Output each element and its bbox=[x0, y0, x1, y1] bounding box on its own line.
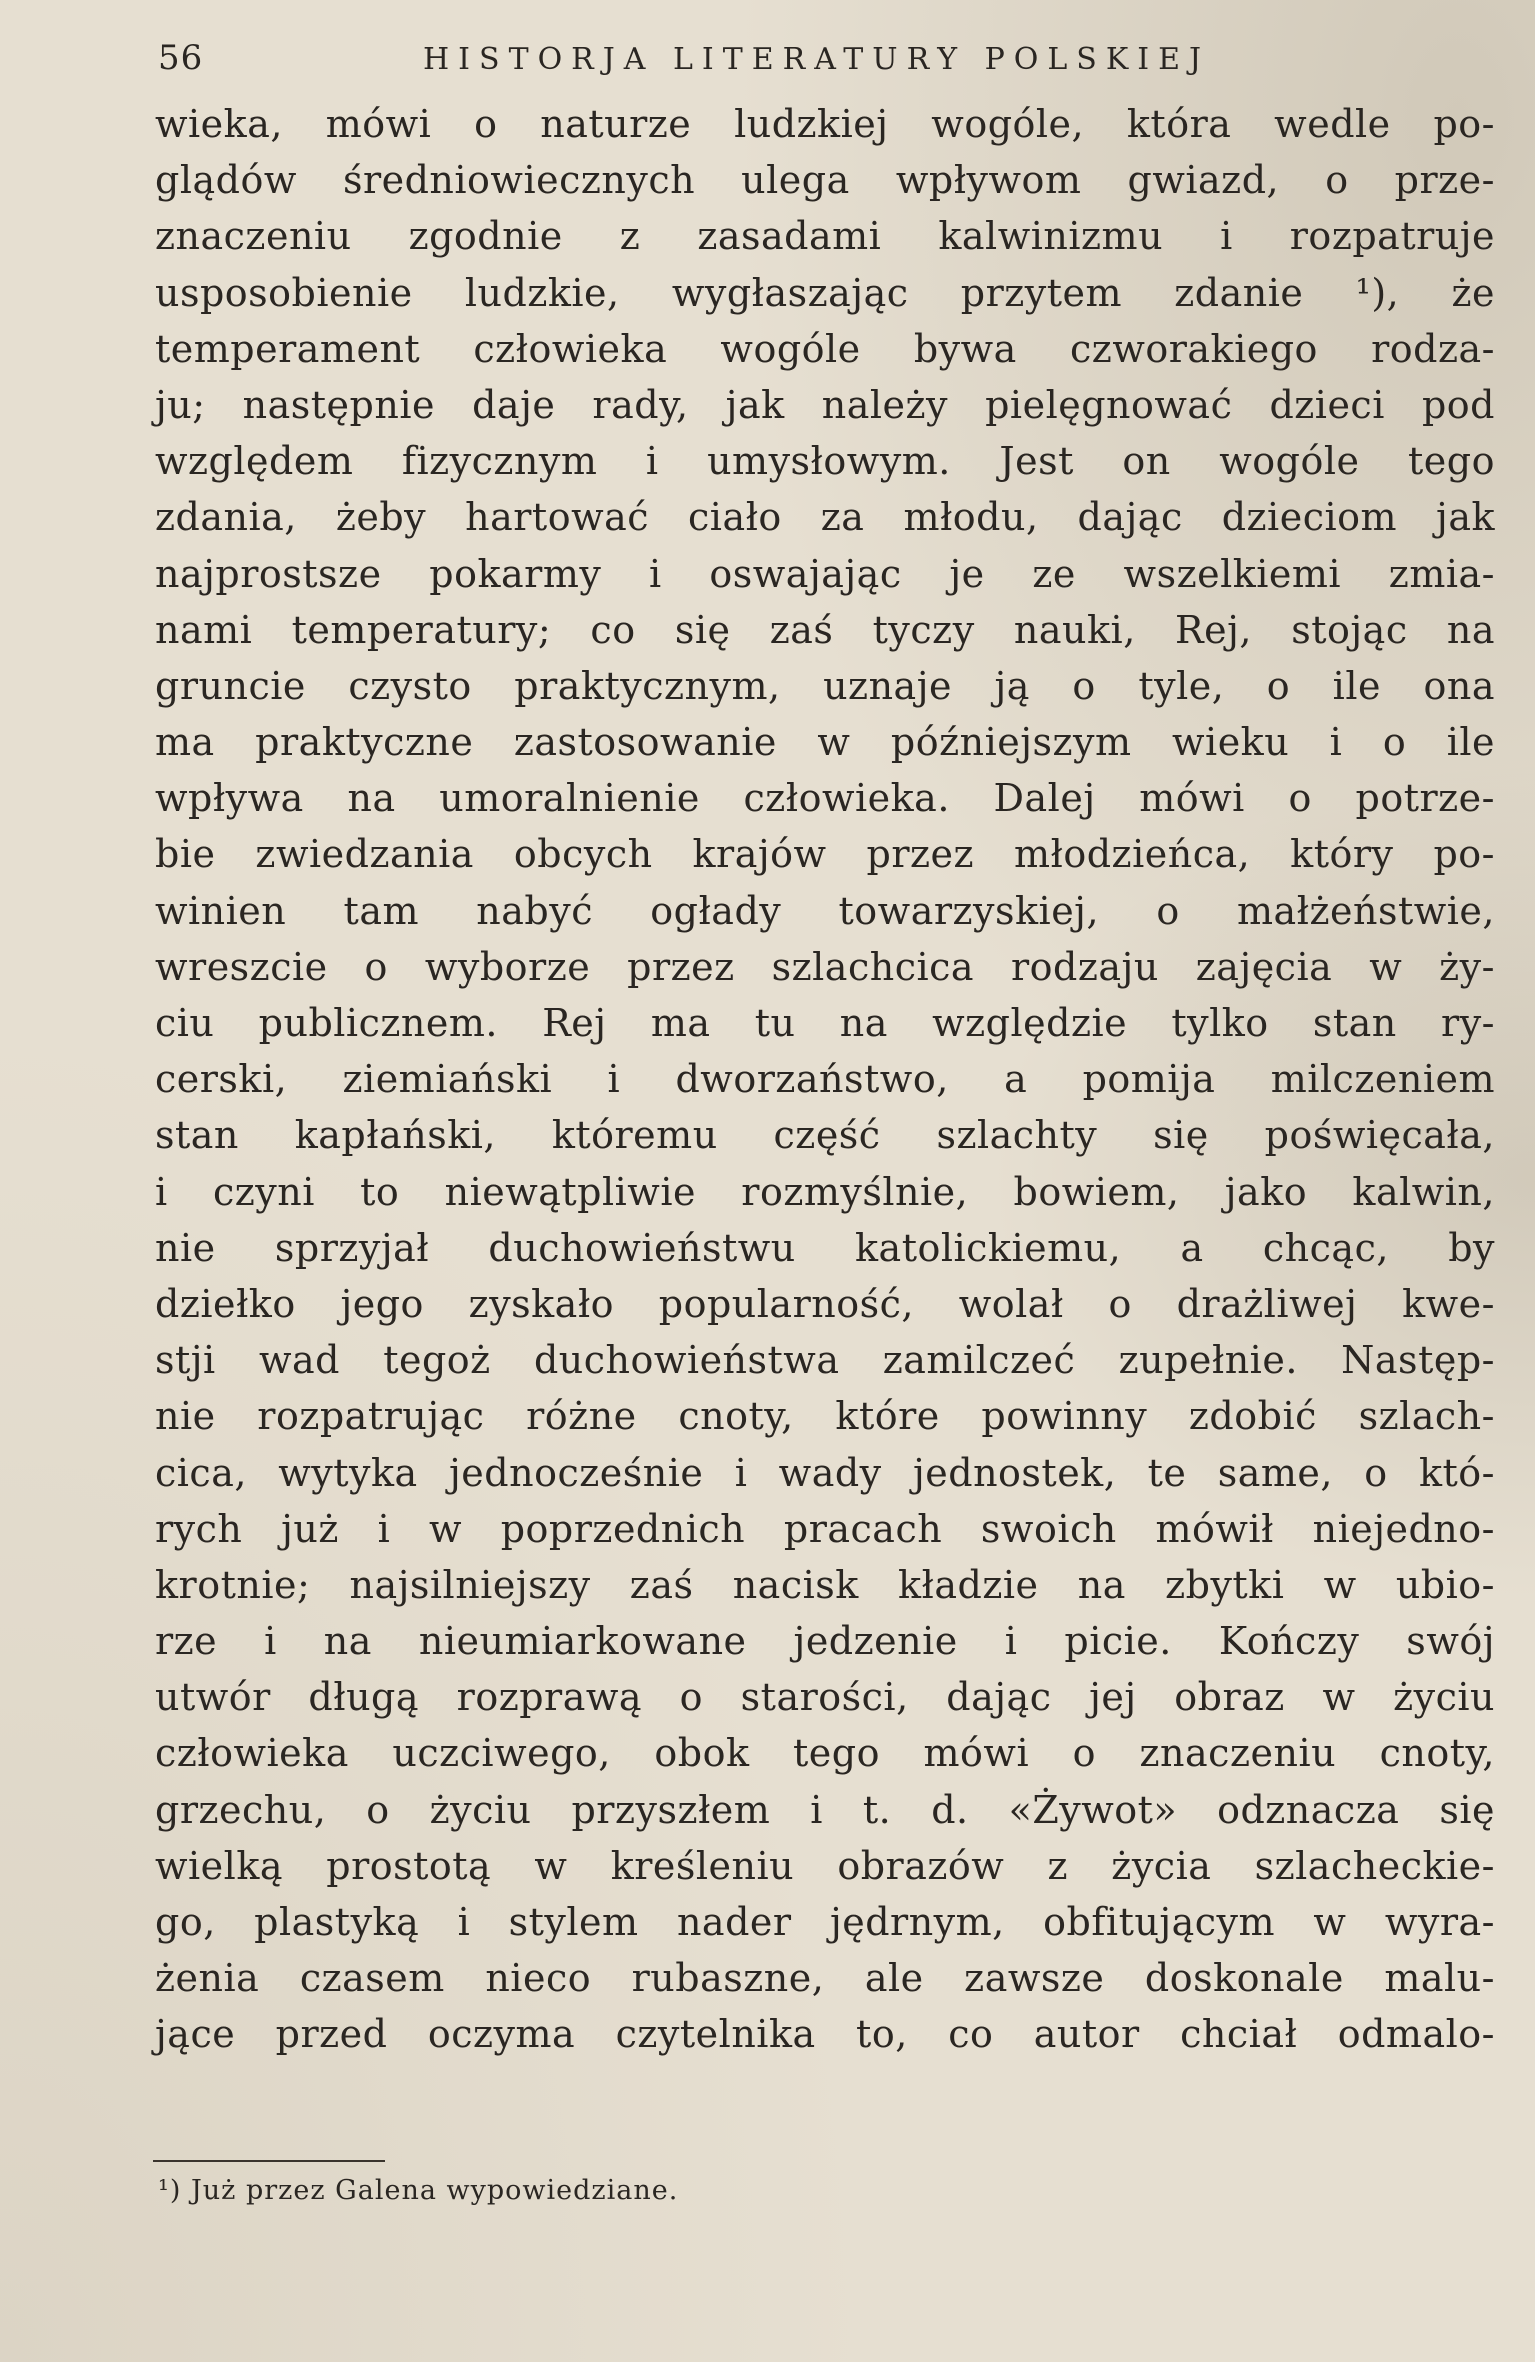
text-line: usposobienie ludzkie, wygłaszając przytem zdanie ¹), że bbox=[155, 270, 1495, 315]
text-line: nie sprzyjał duchowieństwu katolickiemu, a chcąc, by bbox=[155, 1225, 1495, 1270]
text-line: rych już i w poprzednich pracach swoich mówił niejedno- bbox=[155, 1506, 1495, 1551]
text-line: stji wad tegoż duchowieństwa zamilczeć zupełnie. Następ- bbox=[155, 1338, 1495, 1383]
text-line: rze i na nieumiarkowane jedzenie i picie. Kończy swój bbox=[155, 1619, 1495, 1664]
running-title: HISTORJA LITERATURY POLSKIEJ bbox=[423, 42, 1211, 77]
page-number: 56 bbox=[158, 38, 204, 78]
footnote-rule bbox=[153, 2160, 385, 2162]
text-line: nami temperatury; co się zaś tyczy nauki, Rej, stojąc na bbox=[155, 607, 1495, 652]
text-line: temperament człowieka wogóle bywa czworakiego rodza- bbox=[155, 326, 1495, 371]
text-line: wpływa na umoralnienie człowieka. Dalej mówi o potrze- bbox=[155, 776, 1495, 821]
text-line: stan kapłański, któremu część szlachty się poświęcała, bbox=[155, 1113, 1495, 1158]
text-line: dziełko jego zyskało popularność, wolał o drażliwej kwe- bbox=[155, 1281, 1495, 1326]
text-line: znaczeniu zgodnie z zasadami kalwinizmu i rozpatruje bbox=[155, 214, 1495, 259]
text-line: najprostsze pokarmy i oswajając je ze wszelkiemi zmia- bbox=[155, 551, 1495, 596]
text-line: wreszcie o wyborze przez szlachcica rodzaju zajęcia w ży- bbox=[155, 944, 1495, 989]
page-header bbox=[158, 38, 1488, 82]
text-line: żenia czasem nieco rubaszne, ale zawsze doskonale malu- bbox=[155, 1956, 1495, 2001]
text-line: zdania, żeby hartować ciało za młodu, dając dzieciom jak bbox=[155, 495, 1495, 540]
text-line: względem fizycznym i umysłowym. Jest on wogóle tego bbox=[155, 439, 1495, 484]
body-text bbox=[155, 96, 1495, 2063]
footnote-text: Już przez Galena wypowiedziane. bbox=[190, 2175, 679, 2206]
text-line: cerski, ziemiański i dworzaństwo, a pomija milczeniem bbox=[155, 1057, 1495, 1102]
text-line: go, plastyką i stylem nader jędrnym, obfitującym w wyra- bbox=[155, 1900, 1495, 1944]
text-line: bie zwiedzania obcych krajów przez młodzieńca, który po- bbox=[155, 832, 1495, 877]
text-line: krotnie; najsilniejszy zaś nacisk kładzie na zbytki w ubio- bbox=[155, 1562, 1495, 1607]
text-line: ma praktyczne zastosowanie w późniejszym wieku i o ile bbox=[155, 720, 1495, 765]
footnote-marker: ¹) bbox=[158, 2175, 182, 2206]
footnote bbox=[158, 2175, 678, 2206]
text-line: grzechu, o życiu przyszłem i t. d. «Żywot» odznacza się bbox=[155, 1787, 1495, 1832]
text-line: cica, wytyka jednocześnie i wady jednostek, te same, o któ- bbox=[155, 1450, 1495, 1495]
text-line: ju; następnie daje rady, jak należy pielęgnować dzieci pod bbox=[155, 382, 1495, 427]
text-line: wieka, mówi o naturze ludzkiej wogóle, która wedle po- bbox=[155, 102, 1495, 146]
text-line: jące przed oczyma czytelnika to, co autor chciał odmalo- bbox=[155, 2012, 1495, 2057]
text-line: i czyni to niewątpliwie rozmyślnie, bowiem, jako kalwin, bbox=[155, 1169, 1495, 1214]
text-line: utwór długą rozprawą o starości, dając jej obraz w życiu bbox=[155, 1675, 1495, 1720]
text-line: nie rozpatrując różne cnoty, które powinny zdobić szlach- bbox=[155, 1394, 1495, 1439]
text-line: ciu publicznem. Rej ma tu na względzie tylko stan ry- bbox=[155, 1001, 1495, 1045]
text-line: winien tam nabyć ogłady towarzyskiej, o małżeństwie, bbox=[155, 888, 1495, 933]
text-line: wielką prostotą w kreśleniu obrazów z życia szlacheckie- bbox=[155, 1843, 1495, 1888]
text-line: gruncie czysto praktycznym, uznaje ją o tyle, o ile ona bbox=[155, 663, 1495, 708]
text-line: glądów średniowiecznych ulega wpływom gwiazd, o prze- bbox=[155, 158, 1495, 203]
text-line: człowieka uczciwego, obok tego mówi o znaczeniu cnoty, bbox=[155, 1731, 1495, 1776]
